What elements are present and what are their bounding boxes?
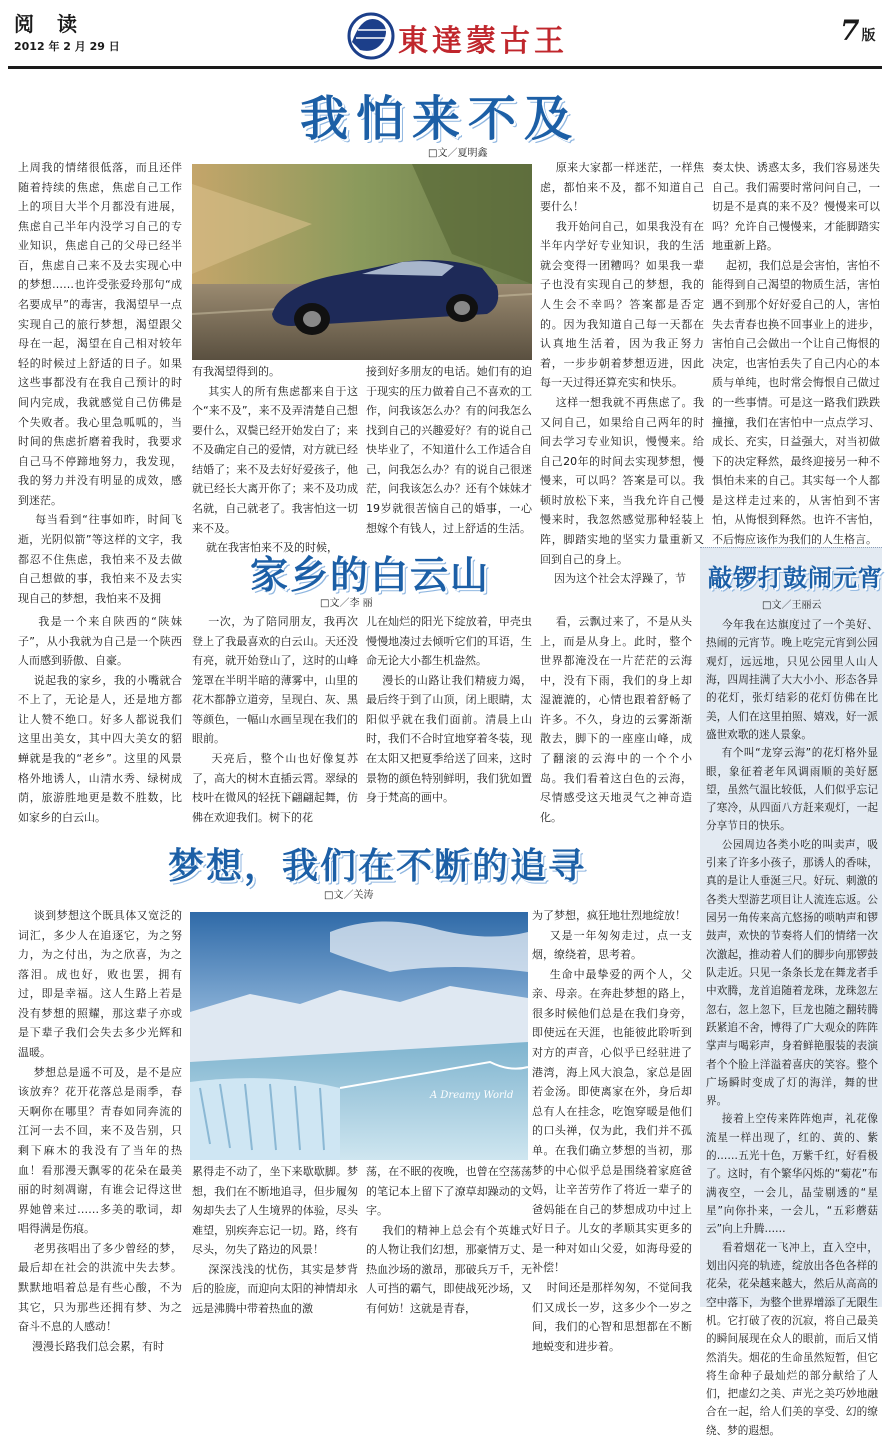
header-rule xyxy=(8,66,882,69)
article-column: 奏太快、诱惑太多，我们容易迷失自己。我们需要时常问问自己，一切是不是真的来不及？慢慢来可以吗？允许自己慢慢来，才能脚踏实地重新上路。 起初，我们总是会害怕，害怕不能得到自己渴望的物质生活，害怕遇不到那个好好爱自己的人，害怕失去青春也换不回事业上的进步，害怕自己会做出一个让自己悔恨的决定，也害怕丢失了自己内心的本质与单纯，也时常会悔恨自己做过的一些事情。可是这一路我们跌跌撞撞，我们在害怕中一点点学习、成长、充实，日益强大，对当初做下的决定释然，最终迎接另一种不惧怕未来的自己。其实每一个人都是这样走过来的，从害怕到不害怕，从悔恨到释然。也许不害怕，不后悔应该作为我们的人生格言。 xyxy=(712,161,880,546)
article-byline: □文／关涛 xyxy=(324,890,374,901)
sports-car-photo xyxy=(192,164,532,360)
article-column: 为了梦想，疯狂地壮烈地绽放！ 又是一年匆匆走过，点一支烟，缭绕着，思考着。 生命中最挚爱的两个人，父亲、母亲。在奔赴梦想的路上，很多时候他们总是在我们身旁，即使远在天涯，也能彼此聆听到对方的声音，心似乎已经驻进了港湾，海上风大浪急，家总是固若金汤。即使离家在外，身后却总有人在挂念，吃饱穿暖是他们的口头禅，仅为此，我们并不孤单。在我们确立梦想的当初，那梦的中心似乎总是围绕着家庭爸妈，让辛苦劳作了将近一辈子的爸妈能在自己的梦想成功中过上好日子。儿女的孝顺其实更多的是一种对如山父爱，如海母爱的补偿！ 时间还是那样匆匆，不觉间我们又成长一岁，这多少个一岁之间，我们的心智和思想都在不断地蜕变和进步着。 xyxy=(532,909,693,1353)
page-number xyxy=(840,14,875,47)
article-title: 敲锣打鼓闹元宵 xyxy=(708,564,883,592)
article-byline: □文／王丽云 xyxy=(762,600,822,611)
article-column: 上周我的情绪很低落，而且还伴随着持续的焦虑，焦虑自己工作上的项目大半个月都没有进展，焦虑自己半年内没学习自己的专业知识，焦虑自己的父母已经半百，焦虑自己来不及去实现心中的梦想……也许受张爱玲那句“成名要成早”的毒害，我渴望早一点实现自己的旅行梦想，渴望跟父母在一起，渴望在自己相对较年轻的时候过上舒适的日子。如果这些事都没有在我自己预计的时间内完成，我就感觉自己仿佛是个失败者。我心里急呱呱的，当时间的焦虑折磨着我时，我要求自己马不停蹄地努力，我发现，我的努力并没有明显的成效，感到迷茫。 每当看到“往事如昨，时间飞逝，光阴似箭”等这样的文字，我都忍不住焦虑，我怕来不及去做自己想做的事，我怕来不及去实现自己的梦想，我怕来不及拥 xyxy=(18,161,182,605)
dreamy-world-photo xyxy=(190,912,528,1160)
article-column: 荡，在不眠的夜晚，也曾在空荡荡的笔记本上留下了潦草却躁动的文字。 我们的精神上总会有个英雄式的人物让我们幻想，那豪情万丈、热血沙场的激昂，那破兵万千，无人可挡的霸气，即使战死沙场，又有何妨！这就是青春， xyxy=(366,1165,532,1316)
issue-date: 2012 年 2 月 29 日 xyxy=(14,40,120,53)
masthead-title: 東達蒙古王 xyxy=(398,24,568,59)
article-column: 我是一个来自陕西的“陕妹子”，从小我就为自己是一个陕西人而感到骄傲、自豪。 说起我的家乡，我的小嘴就合不上了，无论是人，还是地方都让人赞不绝口。好多人都说我们这里出美女，其中四大美女的貂蝉就是我的“老乡”。这里的风景格外地诱人，山清水秀、绿树成荫，旅游胜地更是数不胜数，比如家乡的白云山。 xyxy=(18,615,182,824)
article-title: 梦想，我们在不断的追寻 xyxy=(168,846,587,887)
article-column: 谈到梦想这个既具体又宽泛的词汇，多少人在追逐它，为之努力，为之付出，为之欣喜，为之落泪。成也好，败也罢，拥有过，即是幸福。这人生路上若是没有梦想的照耀，那这辈子亦或是下辈子我们会失去多少光辉和温暖。 梦想总是遥不可及，是不是应该放弃？花开花落总是雨季，春天啊你在哪里？青春如同奔流的江河一去不回，来不及告别，只剩下麻木的我没有了当年的热血！看那漫天飘零的花朵在最美丽的时刻凋谢，有谁会记得这世界她曾来过……多美的歌词，却唱得满是伤痕。 老男孩唱出了多少曾经的梦，最后却在社会的洪流中失去梦。默默地唱着总是有些心酸，不为其它，只为那些还拥有梦、为之奋斗不息的人感动！ 漫漫长路我们总会累，有时 xyxy=(18,909,182,1353)
article-title: 家乡的白云山 xyxy=(250,553,491,597)
article-column: 原来大家都一样迷茫，一样焦虑，都怕来不及，都不知道自己要什么！ 我开始问自己，如果我没有在半年内学好专业知识，我的生活就会变得一团糟吗？如果我一辈子也没有实现自己的梦想，我的人生会不幸吗？答案都是否定的。因为我知道自己每一天都在认真地生活着，因为我正努力着，一步步朝着梦想迈进，因此每一天过得还算充实和快乐。 这样一想我就不再焦虑了。我又问自己，如果给自己两年的时间去学习专业知识，慢慢来。给自己20年的时间去实现梦想，慢慢来，可以吗？答案是可以。我顿时放松下来，当我允许自己慢慢来时，我忽然感觉那种轻装上阵，脚踏实地的坚实力量重新又回到自己的身上。 因为这个社会太浮躁了，节 xyxy=(540,161,704,586)
article-column: 累得走不动了，坐下来歇歇脚。梦想，我们在不断地追寻，但步履匆匆却失去了人生境界的体验，尽头难望，别疾奔忘记一切。路，终有尽头，勿失了路边的风景！ 深深浅浅的忧伤，其实是梦背后的脸庞，而迎向太阳的神情却永远是沸腾中带着热血的激 xyxy=(192,1165,358,1316)
article-column: 一次，为了陪同朋友，我再次登上了我最喜欢的白云山。天还没有亮，就开始登山了，这时的山峰笼罩在半明半暗的薄雾中，山里的花木都静立道旁，呈现白、灰、黑等颜色，一幅山水画呈现在我们的眼前。 天亮后，整个山也好像复苏了，高大的树木直插云霄。翠绿的枝叶在微风的轻抚下翩翩起舞，仿佛在欢迎我们。树下的花 xyxy=(192,615,358,824)
article-column: 儿在灿烂的阳光下绽放着，甲壳虫慢慢地凑过去倾听它们的耳语，生命无论大小都生机盎然。 漫长的山路让我们精疲力竭，最后终于到了山顶，闭上眼睛，太阳似乎就在我们面前。清晨上山时，我们不合时宜地穿着冬装，现在太阳又把夏季给送了回来，这时景物的颜色特别鲜明，我们犹如置身于梵高的画中。 xyxy=(366,615,532,805)
divider xyxy=(700,547,882,548)
article-column: 看，云飘过来了，不是从头上，而是从身上。此时，整个世界都淹没在一片茫茫的云海中，没有下雨，我们的身上却湿漉漉的，心情也跟着舒畅了许多。不久，身边的云雾渐渐散去，脚下的一座座山峰，成了翻滚的云海中的一个个小岛。我们看着这白色的云海，尽情感受这天地灵气之神奇造化。 xyxy=(540,615,692,824)
photo-caption: A Dreamy World xyxy=(430,1090,514,1101)
page-number-value: 7 xyxy=(840,14,860,47)
article-column: 今年我在达旗度过了一个美好、热闹的元宵节。晚上吃完元宵到公园观灯，远远地，只见公园里人山人海，四周挂满了大大小小、形态各异的花灯，张灯结彩的花灯仿佛在比美，人们在这里拍照、嬉戏，好一派盛世欢歌的迷人景象。 有个叫“龙穿云海”的花灯格外显眼，象征着老年风调雨顺的美好愿望，虽然气温比较低，人们似乎忘记了寒冷，从四面八方赶来观灯，一起分享节日的快乐。 公园周边各类小吃的叫卖声，吸引来了许多小孩子，那诱人的香味，真的是让人垂涎三尺。好玩、刺激的各类大型游艺项目让人流连忘返。公园另一角传来高亢悠扬的唢呐声和锣鼓声，欢快的节奏将人们的情绪一次次激起，推动着人们的脚步向那锣鼓队走近。只见一条条长龙在舞龙者手中欢腾，龙首追随着龙珠，龙珠忽左忽右，忽上忽下，巨龙也随之翻转腾跃紧追不舍，博得了广大观众的阵阵掌声与喝彩声，身着鲜艳服装的表演者个个脸上洋溢着喜庆的笑容。整个广场瞬时变成了灯的海洋，舞的世界。 接着上空传来阵阵炮声，礼花像流星一样出现了，红的、黄的、紫的……五光十色，万紫千红，好看极了。这时，有个繁华闪烁的“菊花”布满夜空，一会儿，晶莹剔透的“星星”向你扑来，一会儿，“五彩蘑菇云”向上升腾…… 看着烟花一飞冲上，直入空中，划出闪亮的轨迹，绽放出各色各样的花朵，花朵越来越大，然后从高高的空中落下，为整个世界增添了无限生机。它打破了夜的沉寂，将自己最美的瞬间展现在众人的眼前，而后又悄然消失。烟花的生命虽然短暂，但它将生命种子最灿烂的部分献给了人们，把虚幻之美、声光之美巧妙地融合在一起，给人们美的享受、幻的缭绕、梦的遐想。 xyxy=(706,619,878,1437)
page-unit: 版 xyxy=(861,28,876,44)
article-title: 我怕来不及 xyxy=(300,91,581,147)
article-column: 接到好多朋友的电话。她们有的迫于现实的压力做着自己不喜欢的工作，问我该怎么办？有的问我怎么找到自己的兴趣爱好？有的说自己快毕业了，不知道什么工作适合自己，问我怎么办？有的说自己很迷茫，问我该怎么办？还有个妹妹才19岁就很苦恼自己的婚事，一心想嫁个有钱人，过上舒适的生活。 xyxy=(366,365,532,535)
article-byline: □文／李 丽 xyxy=(320,598,373,609)
article-byline: □文／夏明鑫 xyxy=(428,148,488,159)
article-column: 有我渴望得到的。 其实人的所有焦虑都来自于这个“来不及”，来不及弄清楚自己想要什么，双鬓已经开始发白了；来不及确定自己的爱情，对方就已经结婚了；来不及去好好爱孩子，他就已经长大离开你了；来不及功成名就，自己就老了。我害怕这一切来不及。 就在我害怕来不及的时候， xyxy=(192,365,358,555)
section-name: 阅 读 xyxy=(14,12,85,36)
